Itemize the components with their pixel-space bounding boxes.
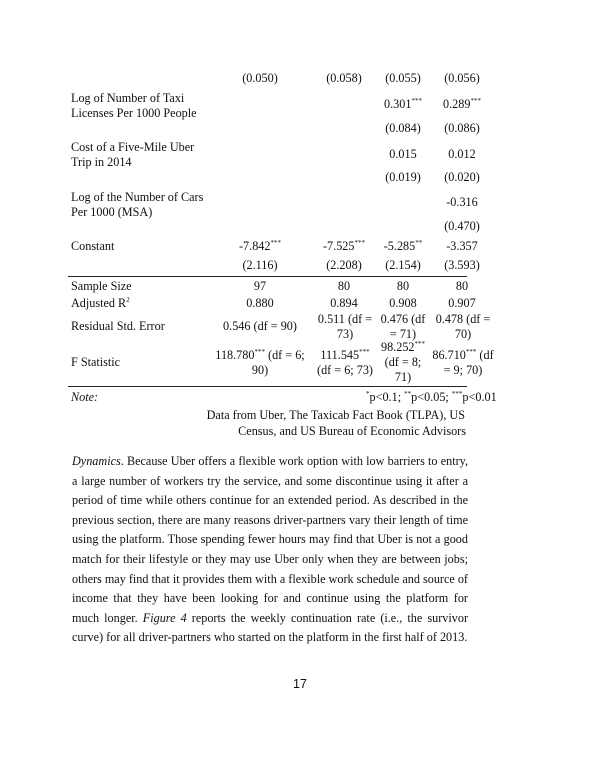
source-line-1: Data from Uber, The Taxicab Fact Book (TLPA), US bbox=[206, 408, 465, 422]
sample-size-col1: 97 bbox=[253, 279, 267, 293]
sample-size-col3: 80 bbox=[396, 279, 410, 293]
figure-4-reference: Figure 4 bbox=[142, 610, 187, 625]
taxi-coef-col3: 0.301*** bbox=[384, 97, 422, 111]
taxi-se-col3: (0.084) bbox=[385, 121, 421, 135]
adj-r2-col2: 0.894 bbox=[330, 296, 358, 310]
top-se-col4: (0.056) bbox=[444, 71, 480, 85]
constant-se-col2: (2.208) bbox=[326, 258, 362, 272]
fstat-label: F Statistic bbox=[71, 355, 121, 369]
dynamics-lead: Dynamics bbox=[72, 454, 121, 468]
fstat-col3: 98.252*** (df = 8; 71) bbox=[380, 340, 425, 384]
adj-r2-col1: 0.880 bbox=[246, 296, 274, 310]
table-rule-upper bbox=[68, 276, 467, 277]
cars-se-col4: (0.470) bbox=[444, 219, 480, 233]
sample-size-label: Sample Size bbox=[71, 279, 132, 293]
sample-size-col4: 80 bbox=[455, 279, 469, 293]
fstat-col2: 111.545*** (df = 6; 73) bbox=[317, 348, 373, 377]
cost-se-col3: (0.019) bbox=[385, 170, 421, 184]
adj-r2-label: Adjusted $R^2$ bbox=[71, 296, 130, 310]
rse-col4: 0.478 (df = 70) bbox=[435, 312, 491, 341]
top-se-col2: (0.058) bbox=[326, 71, 362, 85]
cost-coef-col3: 0.015 bbox=[389, 147, 417, 161]
adj-r2-col4: 0.907 bbox=[448, 296, 476, 310]
constant-se-col4: (3.593) bbox=[444, 258, 480, 272]
rse-col1: 0.546 (df = 90) bbox=[223, 319, 297, 333]
significance-legend: *p<0.1; **p<0.05; ***p<0.01 bbox=[366, 390, 497, 404]
constant-se-col1: (2.116) bbox=[242, 258, 278, 272]
constant-se-col3: (2.154) bbox=[385, 258, 421, 272]
constant-label: Constant bbox=[71, 239, 115, 253]
constant-coef-col2: -7.525*** bbox=[323, 239, 365, 253]
constant-coef-col4: -3.357 bbox=[446, 239, 478, 253]
table-rule-lower bbox=[68, 386, 467, 387]
taxi-coef-col4: 0.289*** bbox=[443, 97, 481, 111]
table-note-label: Note: bbox=[71, 390, 99, 404]
rse-label: Residual Std. Error bbox=[71, 319, 165, 333]
page-number: 17 bbox=[293, 677, 307, 691]
constant-coef-col3: -5.285** bbox=[383, 239, 423, 253]
adj-r2-col3: 0.908 bbox=[389, 296, 417, 310]
taxi-licenses-label: Log of Number of Taxi Licenses Per 1000 People bbox=[71, 91, 197, 120]
cost-se-col4: (0.020) bbox=[444, 170, 480, 184]
taxi-se-col4: (0.086) bbox=[444, 121, 480, 135]
dynamics-paragraph: Dynamics. Because Uber offers a flexible work option with low barriers to entry, a large number of workers try the service, and some discontinue using it after a period of time while others continue for an extended period. As described in the previous section, there are many reasons driver-partners vary their length of time using the platform. Those spending fewer hours may find that Uber is not a good match for their lifestyle or they may use Uber only when they are between jobs; others may find that it provides them with a flexible work schedule and source of income that they have been looking for and continue using the platform for much longer. Figure 4 reports the weekly continuation rate (i.e., the survivor curve) for all driver-partners who started on the platform in the first half of 2013. bbox=[72, 454, 468, 645]
sample-size-col2: 80 bbox=[337, 279, 351, 293]
fstat-col1: 118.780*** (df = 6; 90) bbox=[215, 348, 305, 377]
top-se-col3: (0.055) bbox=[385, 71, 421, 85]
trip-cost-label: Cost of a Five-Mile Uber Trip in 2014 bbox=[71, 140, 195, 169]
cars-label: Log of the Number of Cars Per 1000 (MSA) bbox=[71, 190, 204, 219]
fstat-col4: 86.710*** (df = 9; 70) bbox=[432, 348, 494, 377]
rse-col2: 0.511 (df = 73) bbox=[317, 312, 373, 341]
cost-coef-col4: 0.012 bbox=[448, 147, 476, 161]
rse-col3: 0.476 (df = 71) bbox=[380, 312, 426, 341]
constant-coef-col1: -7.842*** bbox=[239, 239, 281, 253]
source-line-2: Census, and US Bureau of Economic Advisors bbox=[238, 424, 466, 438]
cars-coef-col4: -0.316 bbox=[446, 195, 478, 209]
top-se-col1: (0.050) bbox=[242, 71, 278, 85]
